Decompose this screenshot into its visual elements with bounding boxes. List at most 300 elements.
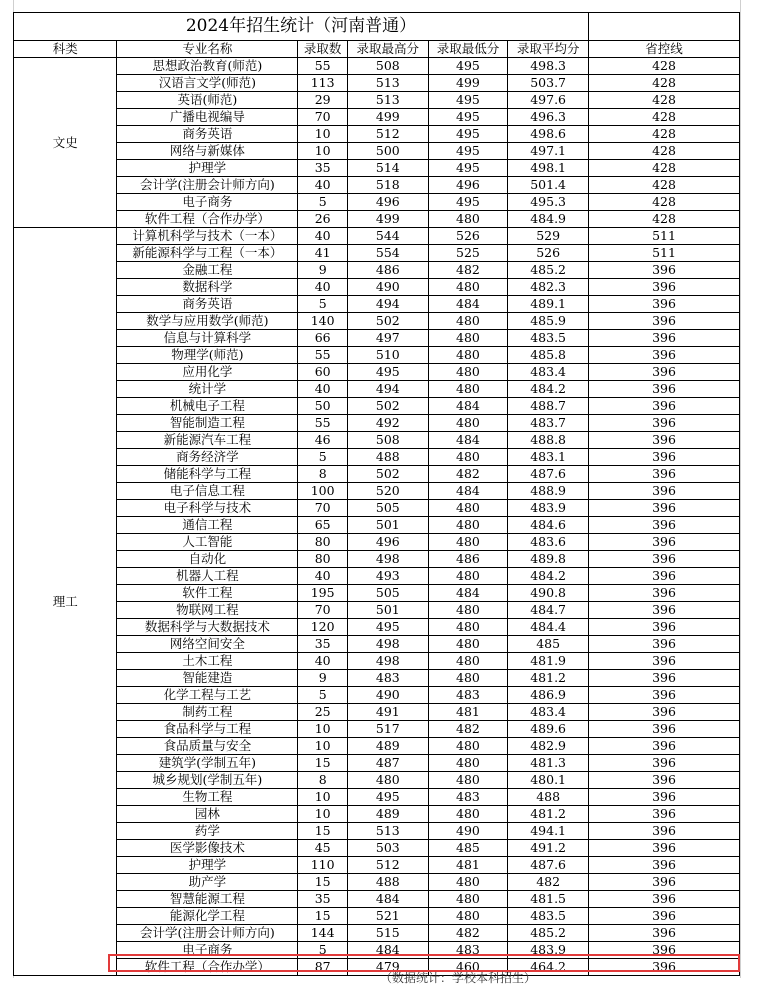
min-score-cell[interactable]: 481 bbox=[428, 857, 508, 874]
admitted-count-cell[interactable]: 8 bbox=[298, 466, 348, 483]
major-name-cell[interactable]: 商务经济学 bbox=[117, 449, 298, 466]
major-name-cell[interactable]: 软件工程（合作办学） bbox=[117, 959, 298, 976]
max-score-cell[interactable]: 489 bbox=[347, 738, 428, 755]
max-score-cell[interactable]: 491 bbox=[347, 704, 428, 721]
control-line-cell[interactable]: 428 bbox=[588, 75, 739, 92]
major-name-cell[interactable]: 软件工程 bbox=[117, 585, 298, 602]
min-score-cell[interactable]: 482 bbox=[428, 925, 508, 942]
avg-score-cell[interactable]: 483.9 bbox=[508, 942, 589, 959]
min-score-cell[interactable]: 480 bbox=[428, 874, 508, 891]
min-score-cell[interactable]: 483 bbox=[428, 687, 508, 704]
avg-score-cell[interactable]: 485.8 bbox=[508, 347, 589, 364]
control-line-cell[interactable]: 396 bbox=[588, 602, 739, 619]
major-name-cell[interactable]: 电子商务 bbox=[117, 942, 298, 959]
empty-cell[interactable] bbox=[588, 13, 739, 41]
avg-score-cell[interactable]: 488.9 bbox=[508, 483, 589, 500]
major-name-cell[interactable]: 人工智能 bbox=[117, 534, 298, 551]
admitted-count-cell[interactable]: 29 bbox=[298, 92, 348, 109]
avg-score-cell[interactable]: 484.7 bbox=[508, 602, 589, 619]
avg-score-cell[interactable]: 490.8 bbox=[508, 585, 589, 602]
control-line-cell[interactable]: 396 bbox=[588, 942, 739, 959]
max-score-cell[interactable]: 490 bbox=[347, 687, 428, 704]
min-score-cell[interactable]: 525 bbox=[428, 245, 508, 262]
major-name-cell[interactable]: 应用化学 bbox=[117, 364, 298, 381]
avg-score-cell[interactable]: 485.2 bbox=[508, 925, 589, 942]
major-name-cell[interactable]: 自动化 bbox=[117, 551, 298, 568]
max-score-cell[interactable]: 484 bbox=[347, 891, 428, 908]
max-score-cell[interactable]: 495 bbox=[347, 364, 428, 381]
min-score-cell[interactable]: 480 bbox=[428, 415, 508, 432]
max-score-cell[interactable]: 508 bbox=[347, 58, 428, 75]
control-line-cell[interactable]: 396 bbox=[588, 415, 739, 432]
admitted-count-cell[interactable]: 10 bbox=[298, 126, 348, 143]
avg-score-cell[interactable]: 485.9 bbox=[508, 313, 589, 330]
max-score-cell[interactable]: 496 bbox=[347, 534, 428, 551]
max-score-cell[interactable]: 517 bbox=[347, 721, 428, 738]
max-score-cell[interactable]: 487 bbox=[347, 755, 428, 772]
major-name-cell[interactable]: 药学 bbox=[117, 823, 298, 840]
max-score-cell[interactable]: 518 bbox=[347, 177, 428, 194]
control-line-cell[interactable]: 428 bbox=[588, 177, 739, 194]
admitted-count-cell[interactable]: 15 bbox=[298, 908, 348, 925]
major-name-cell[interactable]: 储能科学与工程 bbox=[117, 466, 298, 483]
admitted-count-cell[interactable]: 10 bbox=[298, 143, 348, 160]
category-cell[interactable]: 文史 bbox=[14, 58, 117, 228]
admitted-count-cell[interactable]: 100 bbox=[298, 483, 348, 500]
header-min-score[interactable]: 录取最低分 bbox=[428, 41, 508, 58]
control-line-cell[interactable]: 396 bbox=[588, 466, 739, 483]
major-name-cell[interactable]: 会计学(注册会计师方向) bbox=[117, 177, 298, 194]
avg-score-cell[interactable]: 498.1 bbox=[508, 160, 589, 177]
max-score-cell[interactable]: 544 bbox=[347, 228, 428, 245]
major-name-cell[interactable]: 城乡规划(学制五年) bbox=[117, 772, 298, 789]
min-score-cell[interactable]: 480 bbox=[428, 653, 508, 670]
avg-score-cell[interactable]: 483.4 bbox=[508, 364, 589, 381]
major-name-cell[interactable]: 网络空间安全 bbox=[117, 636, 298, 653]
avg-score-cell[interactable]: 486.9 bbox=[508, 687, 589, 704]
min-score-cell[interactable]: 480 bbox=[428, 500, 508, 517]
admitted-count-cell[interactable]: 10 bbox=[298, 721, 348, 738]
avg-score-cell[interactable]: 483.7 bbox=[508, 415, 589, 432]
admitted-count-cell[interactable]: 5 bbox=[298, 687, 348, 704]
admitted-count-cell[interactable]: 5 bbox=[298, 942, 348, 959]
major-name-cell[interactable]: 园林 bbox=[117, 806, 298, 823]
admitted-count-cell[interactable]: 26 bbox=[298, 211, 348, 228]
min-score-cell[interactable]: 480 bbox=[428, 806, 508, 823]
major-name-cell[interactable]: 化学工程与工艺 bbox=[117, 687, 298, 704]
major-name-cell[interactable]: 护理学 bbox=[117, 160, 298, 177]
admitted-count-cell[interactable]: 40 bbox=[298, 177, 348, 194]
avg-score-cell[interactable]: 485 bbox=[508, 636, 589, 653]
avg-score-cell[interactable]: 484.4 bbox=[508, 619, 589, 636]
min-score-cell[interactable]: 484 bbox=[428, 296, 508, 313]
control-line-cell[interactable]: 428 bbox=[588, 126, 739, 143]
avg-score-cell[interactable]: 483.4 bbox=[508, 704, 589, 721]
major-name-cell[interactable]: 物联网工程 bbox=[117, 602, 298, 619]
avg-score-cell[interactable]: 482 bbox=[508, 874, 589, 891]
major-name-cell[interactable]: 机器人工程 bbox=[117, 568, 298, 585]
major-name-cell[interactable]: 电子信息工程 bbox=[117, 483, 298, 500]
admitted-count-cell[interactable]: 5 bbox=[298, 296, 348, 313]
avg-score-cell[interactable]: 483.1 bbox=[508, 449, 589, 466]
max-score-cell[interactable]: 503 bbox=[347, 840, 428, 857]
min-score-cell[interactable]: 483 bbox=[428, 789, 508, 806]
min-score-cell[interactable]: 480 bbox=[428, 908, 508, 925]
avg-score-cell[interactable]: 483.5 bbox=[508, 908, 589, 925]
avg-score-cell[interactable]: 496.3 bbox=[508, 109, 589, 126]
max-score-cell[interactable]: 513 bbox=[347, 823, 428, 840]
avg-score-cell[interactable]: 489.8 bbox=[508, 551, 589, 568]
min-score-cell[interactable]: 480 bbox=[428, 313, 508, 330]
avg-score-cell[interactable]: 494.1 bbox=[508, 823, 589, 840]
min-score-cell[interactable]: 480 bbox=[428, 330, 508, 347]
min-score-cell[interactable]: 484 bbox=[428, 398, 508, 415]
max-score-cell[interactable]: 508 bbox=[347, 432, 428, 449]
admitted-count-cell[interactable]: 40 bbox=[298, 381, 348, 398]
control-line-cell[interactable]: 428 bbox=[588, 211, 739, 228]
max-score-cell[interactable]: 512 bbox=[347, 857, 428, 874]
max-score-cell[interactable]: 490 bbox=[347, 279, 428, 296]
major-name-cell[interactable]: 物理学(师范) bbox=[117, 347, 298, 364]
min-score-cell[interactable]: 480 bbox=[428, 602, 508, 619]
admitted-count-cell[interactable]: 15 bbox=[298, 823, 348, 840]
avg-score-cell[interactable]: 482.9 bbox=[508, 738, 589, 755]
header-max-score[interactable]: 录取最高分 bbox=[347, 41, 428, 58]
major-name-cell[interactable]: 信息与计算科学 bbox=[117, 330, 298, 347]
admitted-count-cell[interactable]: 9 bbox=[298, 670, 348, 687]
min-score-cell[interactable]: 480 bbox=[428, 279, 508, 296]
min-score-cell[interactable]: 480 bbox=[428, 636, 508, 653]
max-score-cell[interactable]: 505 bbox=[347, 500, 428, 517]
admitted-count-cell[interactable]: 10 bbox=[298, 738, 348, 755]
avg-score-cell[interactable]: 484.9 bbox=[508, 211, 589, 228]
header-control-line[interactable]: 省控线 bbox=[588, 41, 739, 58]
max-score-cell[interactable]: 483 bbox=[347, 670, 428, 687]
avg-score-cell[interactable]: 495.3 bbox=[508, 194, 589, 211]
max-score-cell[interactable]: 520 bbox=[347, 483, 428, 500]
major-name-cell[interactable]: 广播电视编导 bbox=[117, 109, 298, 126]
major-name-cell[interactable]: 食品质量与安全 bbox=[117, 738, 298, 755]
control-line-cell[interactable]: 396 bbox=[588, 823, 739, 840]
admitted-count-cell[interactable]: 50 bbox=[298, 398, 348, 415]
min-score-cell[interactable]: 480 bbox=[428, 211, 508, 228]
min-score-cell[interactable]: 484 bbox=[428, 585, 508, 602]
min-score-cell[interactable]: 495 bbox=[428, 58, 508, 75]
avg-score-cell[interactable]: 503.7 bbox=[508, 75, 589, 92]
admitted-count-cell[interactable]: 65 bbox=[298, 517, 348, 534]
control-line-cell[interactable]: 396 bbox=[588, 755, 739, 772]
major-name-cell[interactable]: 统计学 bbox=[117, 381, 298, 398]
major-name-cell[interactable]: 医学影像技术 bbox=[117, 840, 298, 857]
major-name-cell[interactable]: 护理学 bbox=[117, 857, 298, 874]
max-score-cell[interactable]: 498 bbox=[347, 636, 428, 653]
admitted-count-cell[interactable]: 80 bbox=[298, 551, 348, 568]
control-line-cell[interactable]: 396 bbox=[588, 840, 739, 857]
major-name-cell[interactable]: 数学与应用数学(师范) bbox=[117, 313, 298, 330]
major-name-cell[interactable]: 金融工程 bbox=[117, 262, 298, 279]
admitted-count-cell[interactable]: 140 bbox=[298, 313, 348, 330]
max-score-cell[interactable]: 501 bbox=[347, 517, 428, 534]
control-line-cell[interactable]: 396 bbox=[588, 687, 739, 704]
admitted-count-cell[interactable]: 5 bbox=[298, 194, 348, 211]
avg-score-cell[interactable]: 526 bbox=[508, 245, 589, 262]
min-score-cell[interactable]: 483 bbox=[428, 942, 508, 959]
avg-score-cell[interactable]: 481.3 bbox=[508, 755, 589, 772]
major-name-cell[interactable]: 数据科学与大数据技术 bbox=[117, 619, 298, 636]
admitted-count-cell[interactable]: 9 bbox=[298, 262, 348, 279]
admitted-count-cell[interactable]: 120 bbox=[298, 619, 348, 636]
avg-score-cell[interactable]: 481.2 bbox=[508, 806, 589, 823]
control-line-cell[interactable]: 396 bbox=[588, 398, 739, 415]
min-score-cell[interactable]: 485 bbox=[428, 840, 508, 857]
avg-score-cell[interactable]: 488 bbox=[508, 789, 589, 806]
admitted-count-cell[interactable]: 144 bbox=[298, 925, 348, 942]
min-score-cell[interactable]: 495 bbox=[428, 92, 508, 109]
major-name-cell[interactable]: 网络与新媒体 bbox=[117, 143, 298, 160]
header-major[interactable]: 专业名称 bbox=[117, 41, 298, 58]
min-score-cell[interactable]: 495 bbox=[428, 126, 508, 143]
control-line-cell[interactable]: 396 bbox=[588, 653, 739, 670]
avg-score-cell[interactable]: 491.2 bbox=[508, 840, 589, 857]
control-line-cell[interactable]: 396 bbox=[588, 483, 739, 500]
avg-score-cell[interactable]: 498.6 bbox=[508, 126, 589, 143]
avg-score-cell[interactable]: 529 bbox=[508, 228, 589, 245]
control-line-cell[interactable]: 396 bbox=[588, 959, 739, 976]
major-name-cell[interactable]: 计算机科学与技术（一本） bbox=[117, 228, 298, 245]
control-line-cell[interactable]: 396 bbox=[588, 347, 739, 364]
admitted-count-cell[interactable]: 60 bbox=[298, 364, 348, 381]
max-score-cell[interactable]: 496 bbox=[347, 194, 428, 211]
major-name-cell[interactable]: 新能源汽车工程 bbox=[117, 432, 298, 449]
admitted-count-cell[interactable]: 10 bbox=[298, 806, 348, 823]
admitted-count-cell[interactable]: 15 bbox=[298, 755, 348, 772]
avg-score-cell[interactable]: 485.2 bbox=[508, 262, 589, 279]
min-score-cell[interactable]: 480 bbox=[428, 738, 508, 755]
max-score-cell[interactable]: 502 bbox=[347, 398, 428, 415]
avg-score-cell[interactable]: 489.1 bbox=[508, 296, 589, 313]
avg-score-cell[interactable]: 497.1 bbox=[508, 143, 589, 160]
control-line-cell[interactable]: 396 bbox=[588, 925, 739, 942]
min-score-cell[interactable]: 480 bbox=[428, 364, 508, 381]
avg-score-cell[interactable]: 484.2 bbox=[508, 381, 589, 398]
min-score-cell[interactable]: 480 bbox=[428, 755, 508, 772]
control-line-cell[interactable]: 428 bbox=[588, 143, 739, 160]
min-score-cell[interactable]: 460 bbox=[428, 959, 508, 976]
min-score-cell[interactable]: 495 bbox=[428, 143, 508, 160]
admitted-count-cell[interactable]: 10 bbox=[298, 789, 348, 806]
max-score-cell[interactable]: 489 bbox=[347, 806, 428, 823]
control-line-cell[interactable]: 396 bbox=[588, 789, 739, 806]
major-name-cell[interactable]: 助产学 bbox=[117, 874, 298, 891]
admitted-count-cell[interactable]: 80 bbox=[298, 534, 348, 551]
min-score-cell[interactable]: 495 bbox=[428, 109, 508, 126]
max-score-cell[interactable]: 488 bbox=[347, 449, 428, 466]
max-score-cell[interactable]: 513 bbox=[347, 75, 428, 92]
control-line-cell[interactable]: 511 bbox=[588, 228, 739, 245]
control-line-cell[interactable]: 396 bbox=[588, 704, 739, 721]
min-score-cell[interactable]: 480 bbox=[428, 619, 508, 636]
major-name-cell[interactable]: 商务英语 bbox=[117, 296, 298, 313]
min-score-cell[interactable]: 495 bbox=[428, 194, 508, 211]
max-score-cell[interactable]: 515 bbox=[347, 925, 428, 942]
min-score-cell[interactable]: 496 bbox=[428, 177, 508, 194]
max-score-cell[interactable]: 492 bbox=[347, 415, 428, 432]
admitted-count-cell[interactable]: 40 bbox=[298, 653, 348, 670]
min-score-cell[interactable]: 484 bbox=[428, 483, 508, 500]
major-name-cell[interactable]: 土木工程 bbox=[117, 653, 298, 670]
min-score-cell[interactable]: 495 bbox=[428, 160, 508, 177]
avg-score-cell[interactable]: 488.7 bbox=[508, 398, 589, 415]
admitted-count-cell[interactable]: 35 bbox=[298, 891, 348, 908]
max-score-cell[interactable]: 484 bbox=[347, 942, 428, 959]
control-line-cell[interactable]: 396 bbox=[588, 772, 739, 789]
major-name-cell[interactable]: 生物工程 bbox=[117, 789, 298, 806]
avg-score-cell[interactable]: 481.5 bbox=[508, 891, 589, 908]
max-score-cell[interactable]: 505 bbox=[347, 585, 428, 602]
control-line-cell[interactable]: 396 bbox=[588, 908, 739, 925]
avg-score-cell[interactable]: 482.3 bbox=[508, 279, 589, 296]
avg-score-cell[interactable]: 484.2 bbox=[508, 568, 589, 585]
control-line-cell[interactable]: 396 bbox=[588, 636, 739, 653]
admitted-count-cell[interactable]: 41 bbox=[298, 245, 348, 262]
max-score-cell[interactable]: 494 bbox=[347, 296, 428, 313]
max-score-cell[interactable]: 502 bbox=[347, 313, 428, 330]
major-name-cell[interactable]: 思想政治教育(师范) bbox=[117, 58, 298, 75]
control-line-cell[interactable]: 396 bbox=[588, 568, 739, 585]
major-name-cell[interactable]: 英语(师范) bbox=[117, 92, 298, 109]
max-score-cell[interactable]: 498 bbox=[347, 551, 428, 568]
avg-score-cell[interactable]: 487.6 bbox=[508, 466, 589, 483]
admitted-count-cell[interactable]: 35 bbox=[298, 636, 348, 653]
max-score-cell[interactable]: 480 bbox=[347, 772, 428, 789]
avg-score-cell[interactable]: 498.3 bbox=[508, 58, 589, 75]
control-line-cell[interactable]: 428 bbox=[588, 92, 739, 109]
major-name-cell[interactable]: 智慧能源工程 bbox=[117, 891, 298, 908]
min-score-cell[interactable]: 480 bbox=[428, 517, 508, 534]
control-line-cell[interactable]: 396 bbox=[588, 449, 739, 466]
admitted-count-cell[interactable]: 55 bbox=[298, 347, 348, 364]
table-title[interactable]: 2024年招生统计（河南普通） bbox=[14, 13, 589, 41]
major-name-cell[interactable]: 数据科学 bbox=[117, 279, 298, 296]
max-score-cell[interactable]: 494 bbox=[347, 381, 428, 398]
admitted-count-cell[interactable]: 55 bbox=[298, 415, 348, 432]
control-line-cell[interactable]: 396 bbox=[588, 874, 739, 891]
max-score-cell[interactable]: 497 bbox=[347, 330, 428, 347]
max-score-cell[interactable]: 488 bbox=[347, 874, 428, 891]
major-name-cell[interactable]: 电子科学与技术 bbox=[117, 500, 298, 517]
admitted-count-cell[interactable]: 55 bbox=[298, 58, 348, 75]
control-line-cell[interactable]: 428 bbox=[588, 160, 739, 177]
min-score-cell[interactable]: 480 bbox=[428, 347, 508, 364]
major-name-cell[interactable]: 制药工程 bbox=[117, 704, 298, 721]
avg-score-cell[interactable]: 484.6 bbox=[508, 517, 589, 534]
major-name-cell[interactable]: 汉语言文学(师范) bbox=[117, 75, 298, 92]
major-name-cell[interactable]: 智能建造 bbox=[117, 670, 298, 687]
admitted-count-cell[interactable]: 113 bbox=[298, 75, 348, 92]
admitted-count-cell[interactable]: 70 bbox=[298, 602, 348, 619]
admitted-count-cell[interactable]: 70 bbox=[298, 500, 348, 517]
admitted-count-cell[interactable]: 110 bbox=[298, 857, 348, 874]
avg-score-cell[interactable]: 483.5 bbox=[508, 330, 589, 347]
control-line-cell[interactable]: 396 bbox=[588, 721, 739, 738]
major-name-cell[interactable]: 商务英语 bbox=[117, 126, 298, 143]
min-score-cell[interactable]: 490 bbox=[428, 823, 508, 840]
control-line-cell[interactable]: 396 bbox=[588, 364, 739, 381]
max-score-cell[interactable]: 510 bbox=[347, 347, 428, 364]
admitted-count-cell[interactable]: 46 bbox=[298, 432, 348, 449]
admitted-count-cell[interactable]: 25 bbox=[298, 704, 348, 721]
admitted-count-cell[interactable]: 40 bbox=[298, 228, 348, 245]
control-line-cell[interactable]: 428 bbox=[588, 58, 739, 75]
avg-score-cell[interactable]: 481.2 bbox=[508, 670, 589, 687]
major-name-cell[interactable]: 机械电子工程 bbox=[117, 398, 298, 415]
min-score-cell[interactable]: 480 bbox=[428, 568, 508, 585]
category-cell[interactable]: 理工 bbox=[14, 228, 117, 976]
control-line-cell[interactable]: 396 bbox=[588, 738, 739, 755]
avg-score-cell[interactable]: 487.6 bbox=[508, 857, 589, 874]
admitted-count-cell[interactable]: 40 bbox=[298, 568, 348, 585]
control-line-cell[interactable]: 396 bbox=[588, 330, 739, 347]
admitted-count-cell[interactable]: 35 bbox=[298, 160, 348, 177]
major-name-cell[interactable]: 食品科学与工程 bbox=[117, 721, 298, 738]
max-score-cell[interactable]: 493 bbox=[347, 568, 428, 585]
min-score-cell[interactable]: 482 bbox=[428, 721, 508, 738]
control-line-cell[interactable]: 428 bbox=[588, 194, 739, 211]
major-name-cell[interactable]: 电子商务 bbox=[117, 194, 298, 211]
major-name-cell[interactable]: 新能源科学与工程（一本） bbox=[117, 245, 298, 262]
max-score-cell[interactable]: 513 bbox=[347, 92, 428, 109]
max-score-cell[interactable]: 500 bbox=[347, 143, 428, 160]
avg-score-cell[interactable]: 481.9 bbox=[508, 653, 589, 670]
avg-score-cell[interactable]: 489.6 bbox=[508, 721, 589, 738]
avg-score-cell[interactable]: 480.1 bbox=[508, 772, 589, 789]
max-score-cell[interactable]: 502 bbox=[347, 466, 428, 483]
control-line-cell[interactable]: 396 bbox=[588, 891, 739, 908]
avg-score-cell[interactable]: 497.6 bbox=[508, 92, 589, 109]
avg-score-cell[interactable]: 488.8 bbox=[508, 432, 589, 449]
admitted-count-cell[interactable]: 15 bbox=[298, 874, 348, 891]
min-score-cell[interactable]: 486 bbox=[428, 551, 508, 568]
control-line-cell[interactable]: 396 bbox=[588, 857, 739, 874]
header-admitted[interactable]: 录取数 bbox=[298, 41, 348, 58]
major-name-cell[interactable]: 智能制造工程 bbox=[117, 415, 298, 432]
admitted-count-cell[interactable]: 195 bbox=[298, 585, 348, 602]
control-line-cell[interactable]: 396 bbox=[588, 551, 739, 568]
min-score-cell[interactable]: 480 bbox=[428, 381, 508, 398]
major-name-cell[interactable]: 会计学(注册会计师方向) bbox=[117, 925, 298, 942]
min-score-cell[interactable]: 499 bbox=[428, 75, 508, 92]
min-score-cell[interactable]: 480 bbox=[428, 534, 508, 551]
min-score-cell[interactable]: 481 bbox=[428, 704, 508, 721]
control-line-cell[interactable]: 396 bbox=[588, 381, 739, 398]
control-line-cell[interactable]: 428 bbox=[588, 109, 739, 126]
admitted-count-cell[interactable]: 70 bbox=[298, 109, 348, 126]
max-score-cell[interactable]: 521 bbox=[347, 908, 428, 925]
control-line-cell[interactable]: 396 bbox=[588, 500, 739, 517]
admitted-count-cell[interactable]: 66 bbox=[298, 330, 348, 347]
control-line-cell[interactable]: 396 bbox=[588, 534, 739, 551]
min-score-cell[interactable]: 482 bbox=[428, 262, 508, 279]
min-score-cell[interactable]: 480 bbox=[428, 772, 508, 789]
admitted-count-cell[interactable]: 8 bbox=[298, 772, 348, 789]
avg-score-cell[interactable]: 501.4 bbox=[508, 177, 589, 194]
header-avg-score[interactable]: 录取平均分 bbox=[508, 41, 589, 58]
major-name-cell[interactable]: 通信工程 bbox=[117, 517, 298, 534]
max-score-cell[interactable]: 486 bbox=[347, 262, 428, 279]
header-category[interactable]: 科类 bbox=[14, 41, 117, 58]
max-score-cell[interactable]: 495 bbox=[347, 789, 428, 806]
avg-score-cell[interactable]: 483.6 bbox=[508, 534, 589, 551]
